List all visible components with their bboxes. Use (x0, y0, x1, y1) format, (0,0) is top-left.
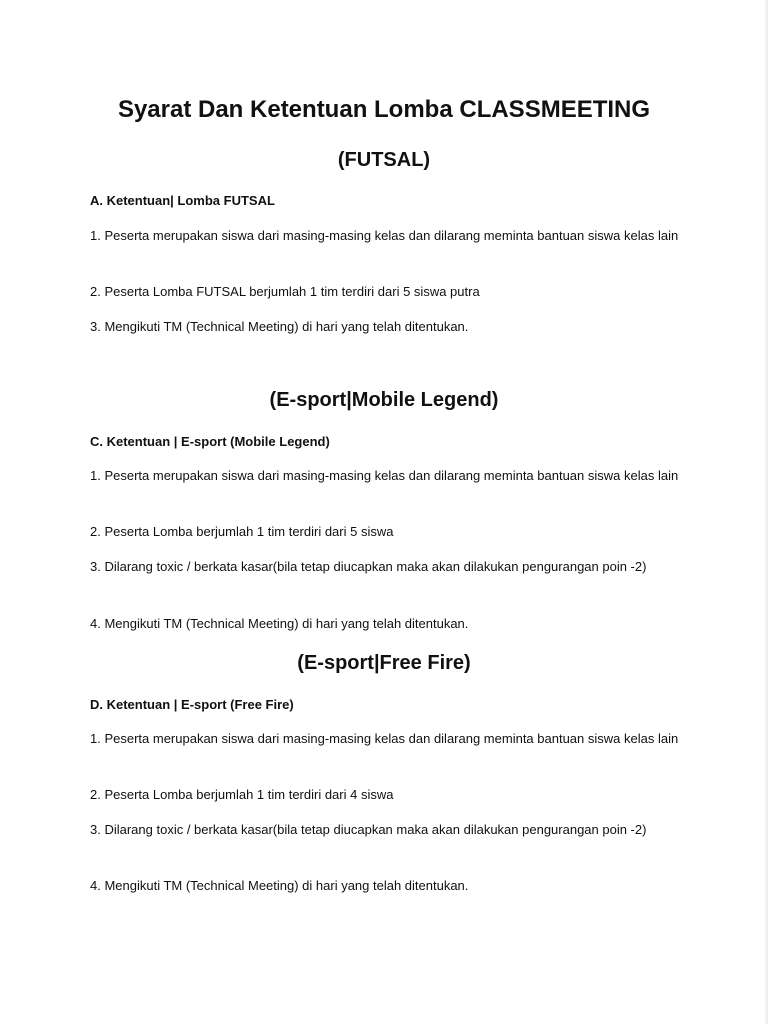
section-futsal-title: (FUTSAL) (337, 149, 431, 171)
futsal-rule-2: 2. Peserta Lomba FUTSAL berjumlah 1 tim terdiri dari 5 siswa putra (90, 284, 480, 299)
mobile-legend-rule-2: 2. Peserta Lomba berjumlah 1 tim terdiri dari 5 siswa (90, 524, 394, 539)
section-futsal-heading: A. Ketentuan| Lomba FUTSAL (90, 193, 275, 208)
mobile-legend-rule-1: 1. Peserta merupakan siswa dari masing-masing kelas dan dilarang meminta bantuan siswa kelas lain (90, 468, 679, 483)
futsal-rule-3: 3. Mengikuti TM (Technical Meeting) di hari yang telah ditentukan. (90, 319, 469, 334)
document-title: Syarat Dan Ketentuan Lomba CLASSMEETING (117, 96, 651, 123)
free-fire-rule-3: 3. Dilarang toxic / berkata kasar(bila tetap diucapkan maka akan dilakukan pengurangan poin -2) (90, 822, 647, 837)
section-mobile-legend-title: (E-sport|Mobile Legend) (269, 389, 499, 411)
free-fire-rule-1: 1. Peserta merupakan siswa dari masing-masing kelas dan dilarang meminta bantuan siswa kelas lain (90, 731, 679, 746)
section-free-fire-title: (E-sport|Free Fire) (297, 652, 471, 674)
futsal-rule-1: 1. Peserta merupakan siswa dari masing-masing kelas dan dilarang meminta bantuan siswa kelas lain (90, 228, 679, 243)
section-free-fire-heading: D. Ketentuan | E-sport (Free Fire) (90, 697, 294, 712)
free-fire-rule-2: 2. Peserta Lomba berjumlah 1 tim terdiri dari 4 siswa (90, 787, 394, 802)
mobile-legend-rule-4: 4. Mengikuti TM (Technical Meeting) di hari yang telah ditentukan. (90, 616, 469, 631)
section-mobile-legend-heading: C. Ketentuan | E-sport (Mobile Legend) (90, 434, 330, 449)
mobile-legend-rule-3: 3. Dilarang toxic / berkata kasar(bila tetap diucapkan maka akan dilakukan pengurangan poin -2) (90, 559, 647, 574)
free-fire-rule-4: 4. Mengikuti TM (Technical Meeting) di hari yang telah ditentukan. (90, 878, 469, 893)
